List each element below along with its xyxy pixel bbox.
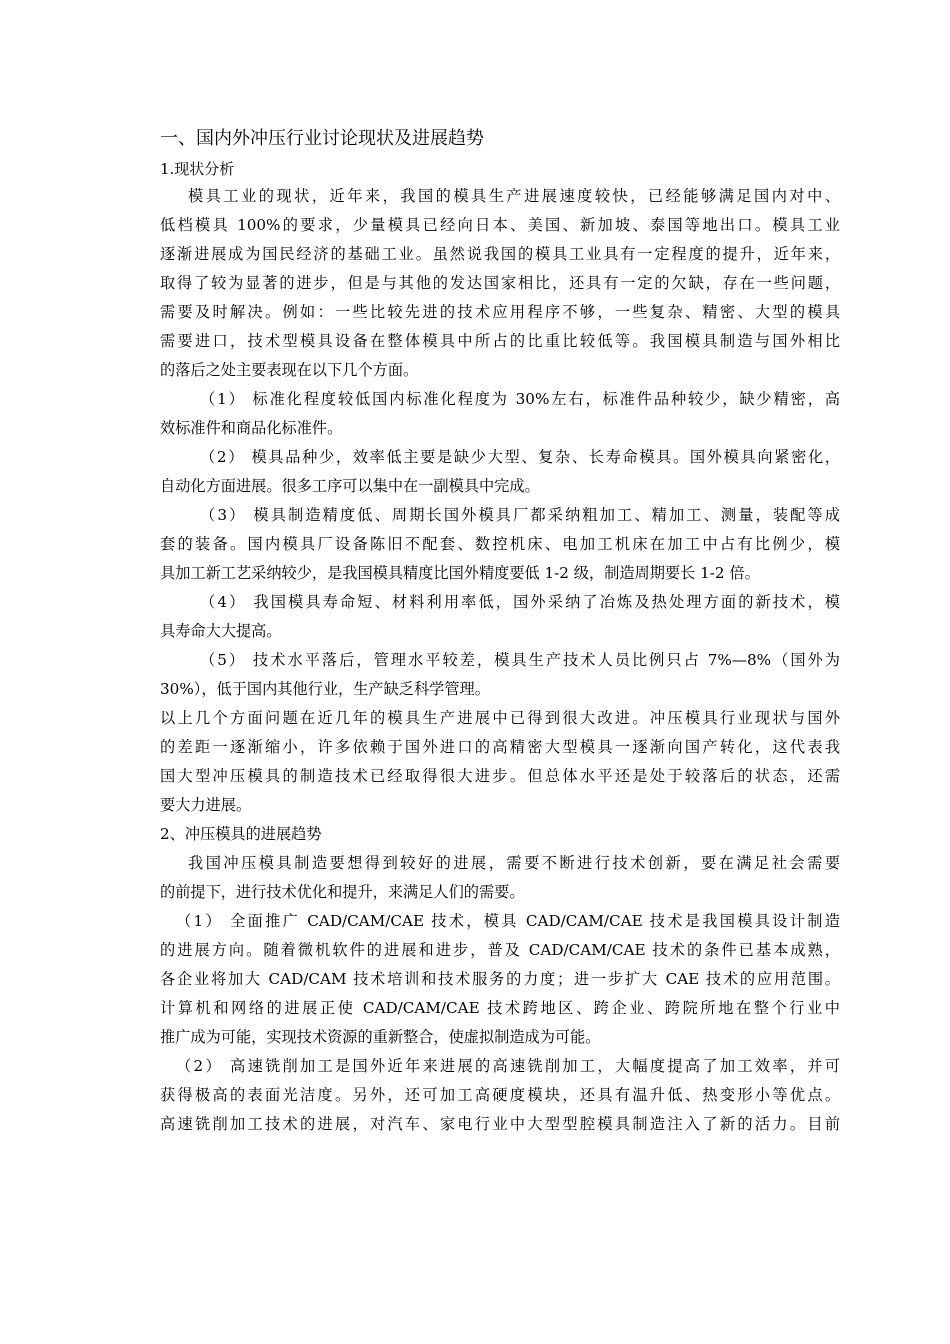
- text-line: 的前提下，进行技术优化和提升，来满足人们的需要。: [160, 883, 525, 901]
- text-line: 30%），低于国内其他行业，生产缺乏科学管理。: [160, 680, 490, 698]
- text-line: （3） 模具制造精度低、周期长国外模具厂都采纳粗加工、精加工、测量，装配等成: [200, 506, 840, 524]
- paragraph-intro: [160, 182, 840, 385]
- text-line: 的落后之处主要表现在以下几个方面。: [160, 361, 419, 379]
- text-line: 自动化方面进展。很多工序可以集中在一副模具中完成。: [160, 477, 540, 495]
- section-heading-trend: 2、冲压模具的进展趋势: [160, 825, 322, 843]
- text-line: 需要及时解决。例如：一些比较先进的技术应用程序不够，一些复杂、精密、大型的模具: [160, 303, 840, 321]
- paragraph-trend-intro: [160, 849, 840, 907]
- text-line: （5） 技术水平落后，管理水平较差，模具生产技术人员比例只占 7%—8%（国外为: [200, 651, 840, 669]
- document-title: 一、国内外冲压行业讨论现状及进展趋势: [160, 128, 484, 149]
- document-body: [160, 182, 840, 1139]
- list-item: [160, 907, 840, 1052]
- section-heading-status: 1.现状分析: [160, 160, 235, 178]
- text-line: 效标准件和商品化标准件。: [160, 419, 343, 437]
- list-item: [160, 501, 840, 588]
- text-line: 推广成为可能，实现技术资源的重新整合，使虚拟制造成为可能。: [160, 1028, 601, 1046]
- list-item: [160, 385, 840, 443]
- text-line: （4） 我国模具寿命短、材料利用率低，国外采纳了冶炼及热处理方面的新技术，模: [200, 593, 840, 611]
- text-line: 的差距一逐渐缩小，许多依赖于国外进口的高精密大型模具一逐渐向国产转化，这代表我: [160, 738, 840, 756]
- text-line: 要大力进展。: [160, 796, 252, 814]
- text-line: 国大型冲压模具的制造技术已经取得很大进步。但总体水平还是处于较落后的状态，还需: [160, 767, 840, 785]
- text-line: 各企业将加大 CAD/CAM 技术培训和技术服务的力度；进一步扩大 CAE 技术的应用范围。: [160, 970, 840, 988]
- text-line: 需要进口，技术型模具设备在整体模具中所占的比重比较低等。我国模具制造与国外相比: [160, 332, 840, 350]
- text-line: （1） 全面推广 CAD/CAM/CAE 技术，模具 CAD/CAM/CAE 技术是我国模具设计制造: [176, 912, 840, 930]
- text-line: 的进展方向。随着微机软件的进展和进步，普及 CAD/CAM/CAE 技术的条件已基本成熟，: [160, 941, 840, 959]
- text-line: 具寿命大大提高。: [160, 622, 282, 640]
- list-item: [160, 1052, 840, 1139]
- list-item: [160, 588, 840, 646]
- text-line: 高速铣削加工技术的进展，对汽车、家电行业中大型型腔模具制造注入了新的活力。目前: [160, 1115, 840, 1133]
- text-line: 套的装备。国内模具厂设备陈旧不配套、数控机床、电加工机床在加工中占有比例少，模: [160, 535, 840, 553]
- paragraph-summary: [160, 704, 840, 820]
- text-line: 计算机和网络的进展正使 CAD/CAM/CAE 技术跨地区、跨企业、跨院所地在整个行业中: [160, 999, 840, 1017]
- text-line: （2） 高速铣削加工是国外近年来进展的高速铣削加工，大幅度提高了加工效率，并可: [176, 1057, 840, 1075]
- list-item: [160, 443, 840, 501]
- text-line: 取得了较为显著的进步，但是与其他的发达国家相比，还具有一定的欠缺，存在一些问题，: [160, 274, 840, 292]
- text-line: 模具工业的现状，近年来，我国的模具生产进展速度较快，已经能够满足国内对中、: [188, 187, 840, 205]
- text-line: 我国冲压模具制造要想得到较好的进展，需要不断进行技术创新，要在满足社会需要: [188, 854, 840, 872]
- text-line: 低档模具 100%的要求，少量模具已经向日本、美国、新加坡、泰国等地出口。模具工业: [160, 216, 840, 234]
- list-item: [160, 646, 840, 704]
- text-line: （1） 标准化程度较低国内标准化程度为 30%左右，标准件品种较少，缺少精密，高: [200, 390, 840, 408]
- text-line: 具加工新工艺采纳较少，是我国模具精度比国外精度要低 1-2 级，制造周期要长 1-2 倍。: [160, 564, 760, 582]
- text-line: （2） 模具品种少，效率低主要是缺少大型、复杂、长寿命模具。国外模具向紧密化，: [200, 448, 840, 466]
- text-line: 以上几个方面问题在近几年的模具生产进展中已得到很大改进。冲压模具行业现状与国外: [160, 709, 840, 727]
- text-line: 逐渐进展成为国民经济的基础工业。虽然说我国的模具工业具有一定程度的提升，近年来，: [160, 245, 840, 263]
- text-line: 获得极高的表面光洁度。另外，还可加工高硬度模块，还具有温升低、热变形小等优点。: [160, 1086, 840, 1104]
